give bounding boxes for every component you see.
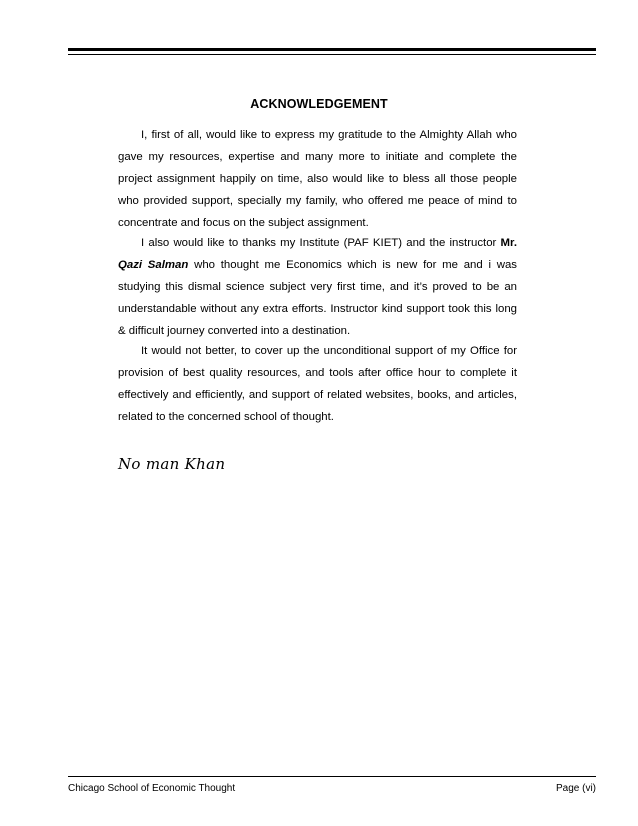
header-rule-thick [68, 48, 596, 51]
instructor-name: Qazi Salman [118, 259, 189, 271]
paragraph-1-text: I, first of all, would like to express my gratitude to the Almighty Allah who gave my resources, expertise and many more to initiate and complete the project assignment happily on time, also would like to bless all those people who provided support, specially my family, who offered me peace of mind to concentrate and focus on the subject assignment. [118, 129, 517, 229]
paragraph-gratitude [118, 124, 517, 234]
header-rule-thin [68, 54, 596, 55]
footer-rule [68, 776, 596, 777]
footer-document-title: Chicago School of Economic Thought [68, 783, 236, 794]
paragraph-2-text [118, 232, 517, 342]
paragraph-3-text: It would not better, to cover up the unconditional support of my Office for provision of best quality resources, and tools after office hour to complete it effectively and efficiently, and support of related websites, books, and articles, related to the concerned school of thought. [118, 345, 517, 423]
instructor-title: Mr. [500, 237, 517, 249]
page-title: ACKNOWLEDGEMENT [250, 97, 388, 111]
signature: No man Khan [118, 455, 226, 473]
paragraph-2-before: I also would like to thanks my Institute (PAF KIET) and the instructor [141, 237, 501, 249]
footer-page-number: Page (vi) [555, 783, 596, 794]
paragraph-institute [118, 232, 517, 342]
paragraph-2-after: who thought me Economics which is new for me and i was studying this dismal science subject very first time, and it’s proved to be an understandable without any extra efforts. Instructor kind support took this long & difficult journey converted into a destination. [118, 259, 517, 337]
paragraph-office [118, 340, 517, 428]
